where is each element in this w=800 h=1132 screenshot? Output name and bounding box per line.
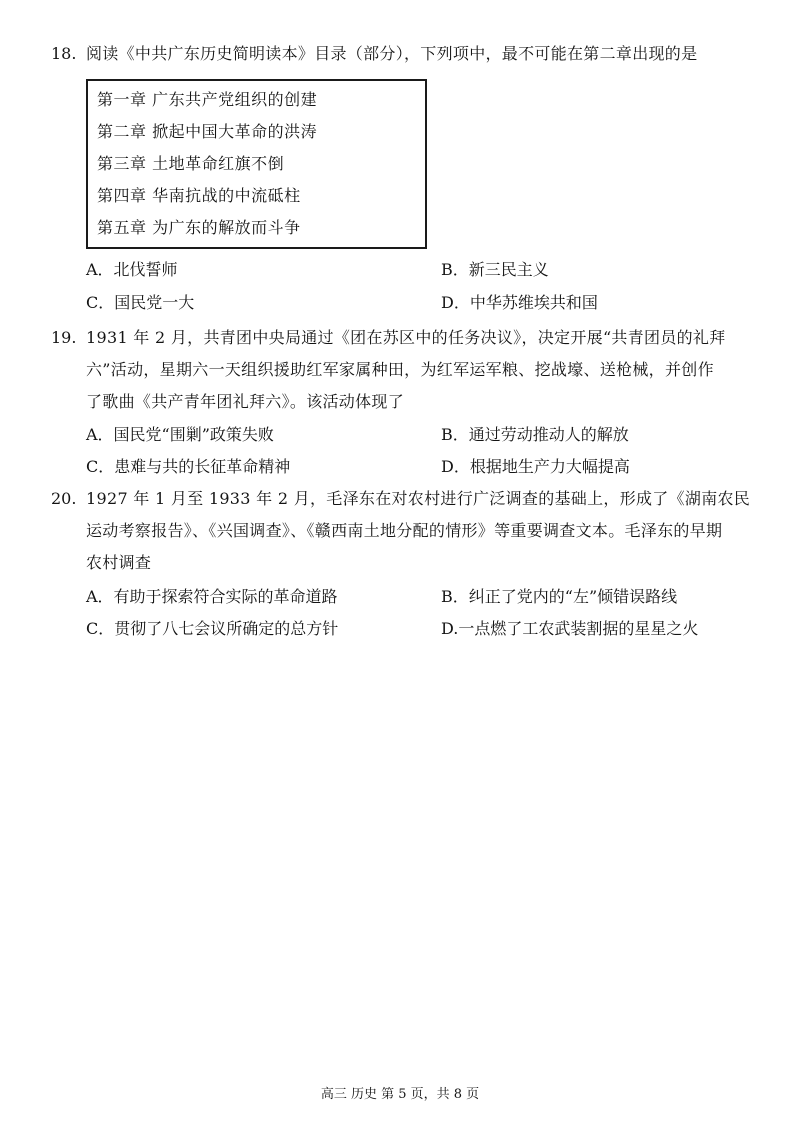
question-18-stem: 阅读《中共广东历史简明读本》目录（部分），下列项中，最不可能在第二章出现的是 [86,44,698,63]
question-20-option-c: C．贯彻了八七会议所确定的总方针 [86,619,339,638]
toc-chapter-2: 第二章 掀起中国大革命的洪涛 [97,122,318,141]
toc-chapter-4: 第四章 华南抗战的中流砥柱 [97,186,301,205]
question-19-option-a: A．国民党“围剿”政策失败 [86,425,274,444]
page-footer: 高三 历史 第 5 页，共 8 页 [320,1087,480,1102]
question-19-option-c: C．患难与共的长征革命精神 [86,457,291,476]
question-20-stem-line-2: 运动考察报告》、《兴国调查》、《赣西南土地分配的情形》等重要调查文本。毛泽东的早期 [86,521,723,540]
toc-chapter-3: 第三章 土地革命红旗不倒 [97,154,285,173]
question-18-option-c: C．国民党一大 [86,293,195,312]
toc-chapter-1: 第一章 广东共产党组织的创建 [97,90,318,109]
question-20-stem-line-1: 1927 年 1 月至 1933 年 2 月，毛泽东在对农村进行广泛调查的基础上，形成了《湖南农民 [86,489,751,508]
question-18-option-d: D．中华苏维埃共和国 [441,293,598,312]
question-18-number: 18. [51,44,77,63]
question-20-number: 20. [51,489,77,508]
question-20-option-a: A．有助于探索符合实际的革命道路 [86,587,338,606]
toc-chapter-5: 第五章 为广东的解放而斗争 [97,218,301,237]
question-18-option-a: A．北伐誓师 [86,260,178,279]
question-19-number: 19. [51,328,77,347]
question-19-option-d: D．根据地生产力大幅提高 [441,457,630,476]
question-19-stem-line-2: 六”活动，星期六一天组织援助红军家属种田，为红军运军粮、挖战壕、送枪械，并创作 [86,360,714,379]
question-19-stem-line-3: 了歌曲《共产青年团礼拜六》。该活动体现了 [86,392,405,411]
table-of-contents-box [86,79,427,249]
question-20-stem-line-3: 农村调查 [86,553,152,572]
question-20-option-d: D.一点燃了工农武装割据的星星之火 [441,619,699,638]
question-20-option-b: B．纠正了党内的“左”倾错误路线 [441,587,678,606]
question-19-stem-line-1: 1931 年 2 月，共青团中央局通过《团在苏区中的任务决议》，决定开展“共青团员的礼拜 [86,328,726,347]
question-18-option-b: B．新三民主义 [441,260,549,279]
question-19-option-b: B．通过劳动推动人的解放 [441,425,629,444]
